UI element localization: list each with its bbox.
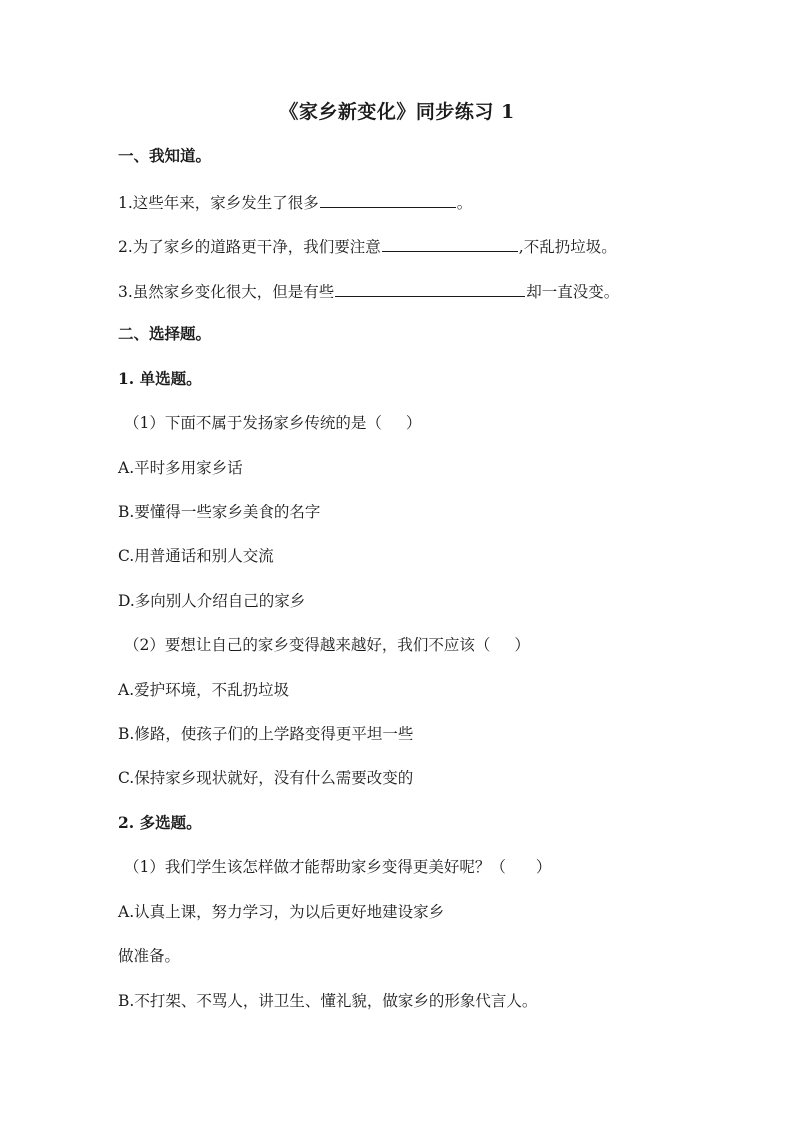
multi-question-1-stem	[124, 857, 551, 877]
option-d: D.多向别人介绍自己的家乡	[118, 592, 306, 610]
single-question-1-close: ）	[405, 414, 422, 432]
option-a: A.爱护环境，不乱扔垃圾	[118, 681, 290, 699]
fill-question-1	[118, 191, 472, 213]
fill-question-2	[118, 235, 617, 257]
fill-blank-3[interactable]	[335, 280, 525, 297]
single-choice-heading: 1. 单选题。	[118, 369, 202, 388]
page-title: 《家乡新变化》同步练习 1	[279, 101, 515, 123]
option-b: B.不打架、不骂人，讲卫生、懂礼貌，做家乡的形象代言人。	[118, 992, 538, 1010]
multi-choice-heading: 2. 多选题。	[118, 813, 202, 832]
single-question-1-stem	[124, 413, 421, 433]
option-a: A.平时多用家乡话	[118, 459, 243, 477]
section1-heading: 一、我知道。	[118, 146, 212, 165]
fill-question-2-end: ,不乱扔垃圾。	[518, 238, 617, 256]
fill-question-2-text: 2.为了家乡的道路更干净，我们要注意	[118, 238, 381, 256]
option-a: A.认真上课，努力学习，为以后更好地建设家乡	[118, 903, 445, 921]
single-question-2-stem	[124, 635, 530, 655]
option-a-continued: 做准备。	[118, 947, 181, 965]
multi-question-1-text: （1）我们学生该怎样做才能帮助家乡变得更美好呢？（	[124, 858, 506, 876]
fill-question-3-text: 3.虽然家乡变化很大，但是有些	[118, 283, 335, 301]
option-b: B.修路，使孩子们的上学路变得更平坦一些	[118, 725, 414, 743]
fill-blank-1[interactable]	[320, 191, 456, 208]
section2-heading: 二、选择题。	[118, 324, 212, 343]
option-c: C.用普通话和别人交流	[118, 547, 274, 565]
fill-question-1-text: 1.这些年来，家乡发生了很多	[118, 194, 319, 212]
single-question-2-text: （2）要想让自己的家乡变得越来越好，我们不应该（	[124, 636, 491, 654]
single-question-2-close: ）	[514, 636, 530, 654]
option-c: C.保持家乡现状就好，没有什么需要改变的	[118, 769, 414, 787]
fill-question-3	[118, 280, 619, 302]
option-b: B.要懂得一些家乡美食的名字	[118, 503, 321, 521]
multi-question-1-close: ）	[535, 858, 552, 876]
fill-question-1-end: 。	[456, 194, 473, 212]
single-question-1-text: （1）下面不属于发扬家乡传统的是（	[124, 414, 382, 432]
fill-blank-2[interactable]	[382, 235, 518, 252]
fill-question-3-end: 却一直没变。	[526, 283, 620, 301]
